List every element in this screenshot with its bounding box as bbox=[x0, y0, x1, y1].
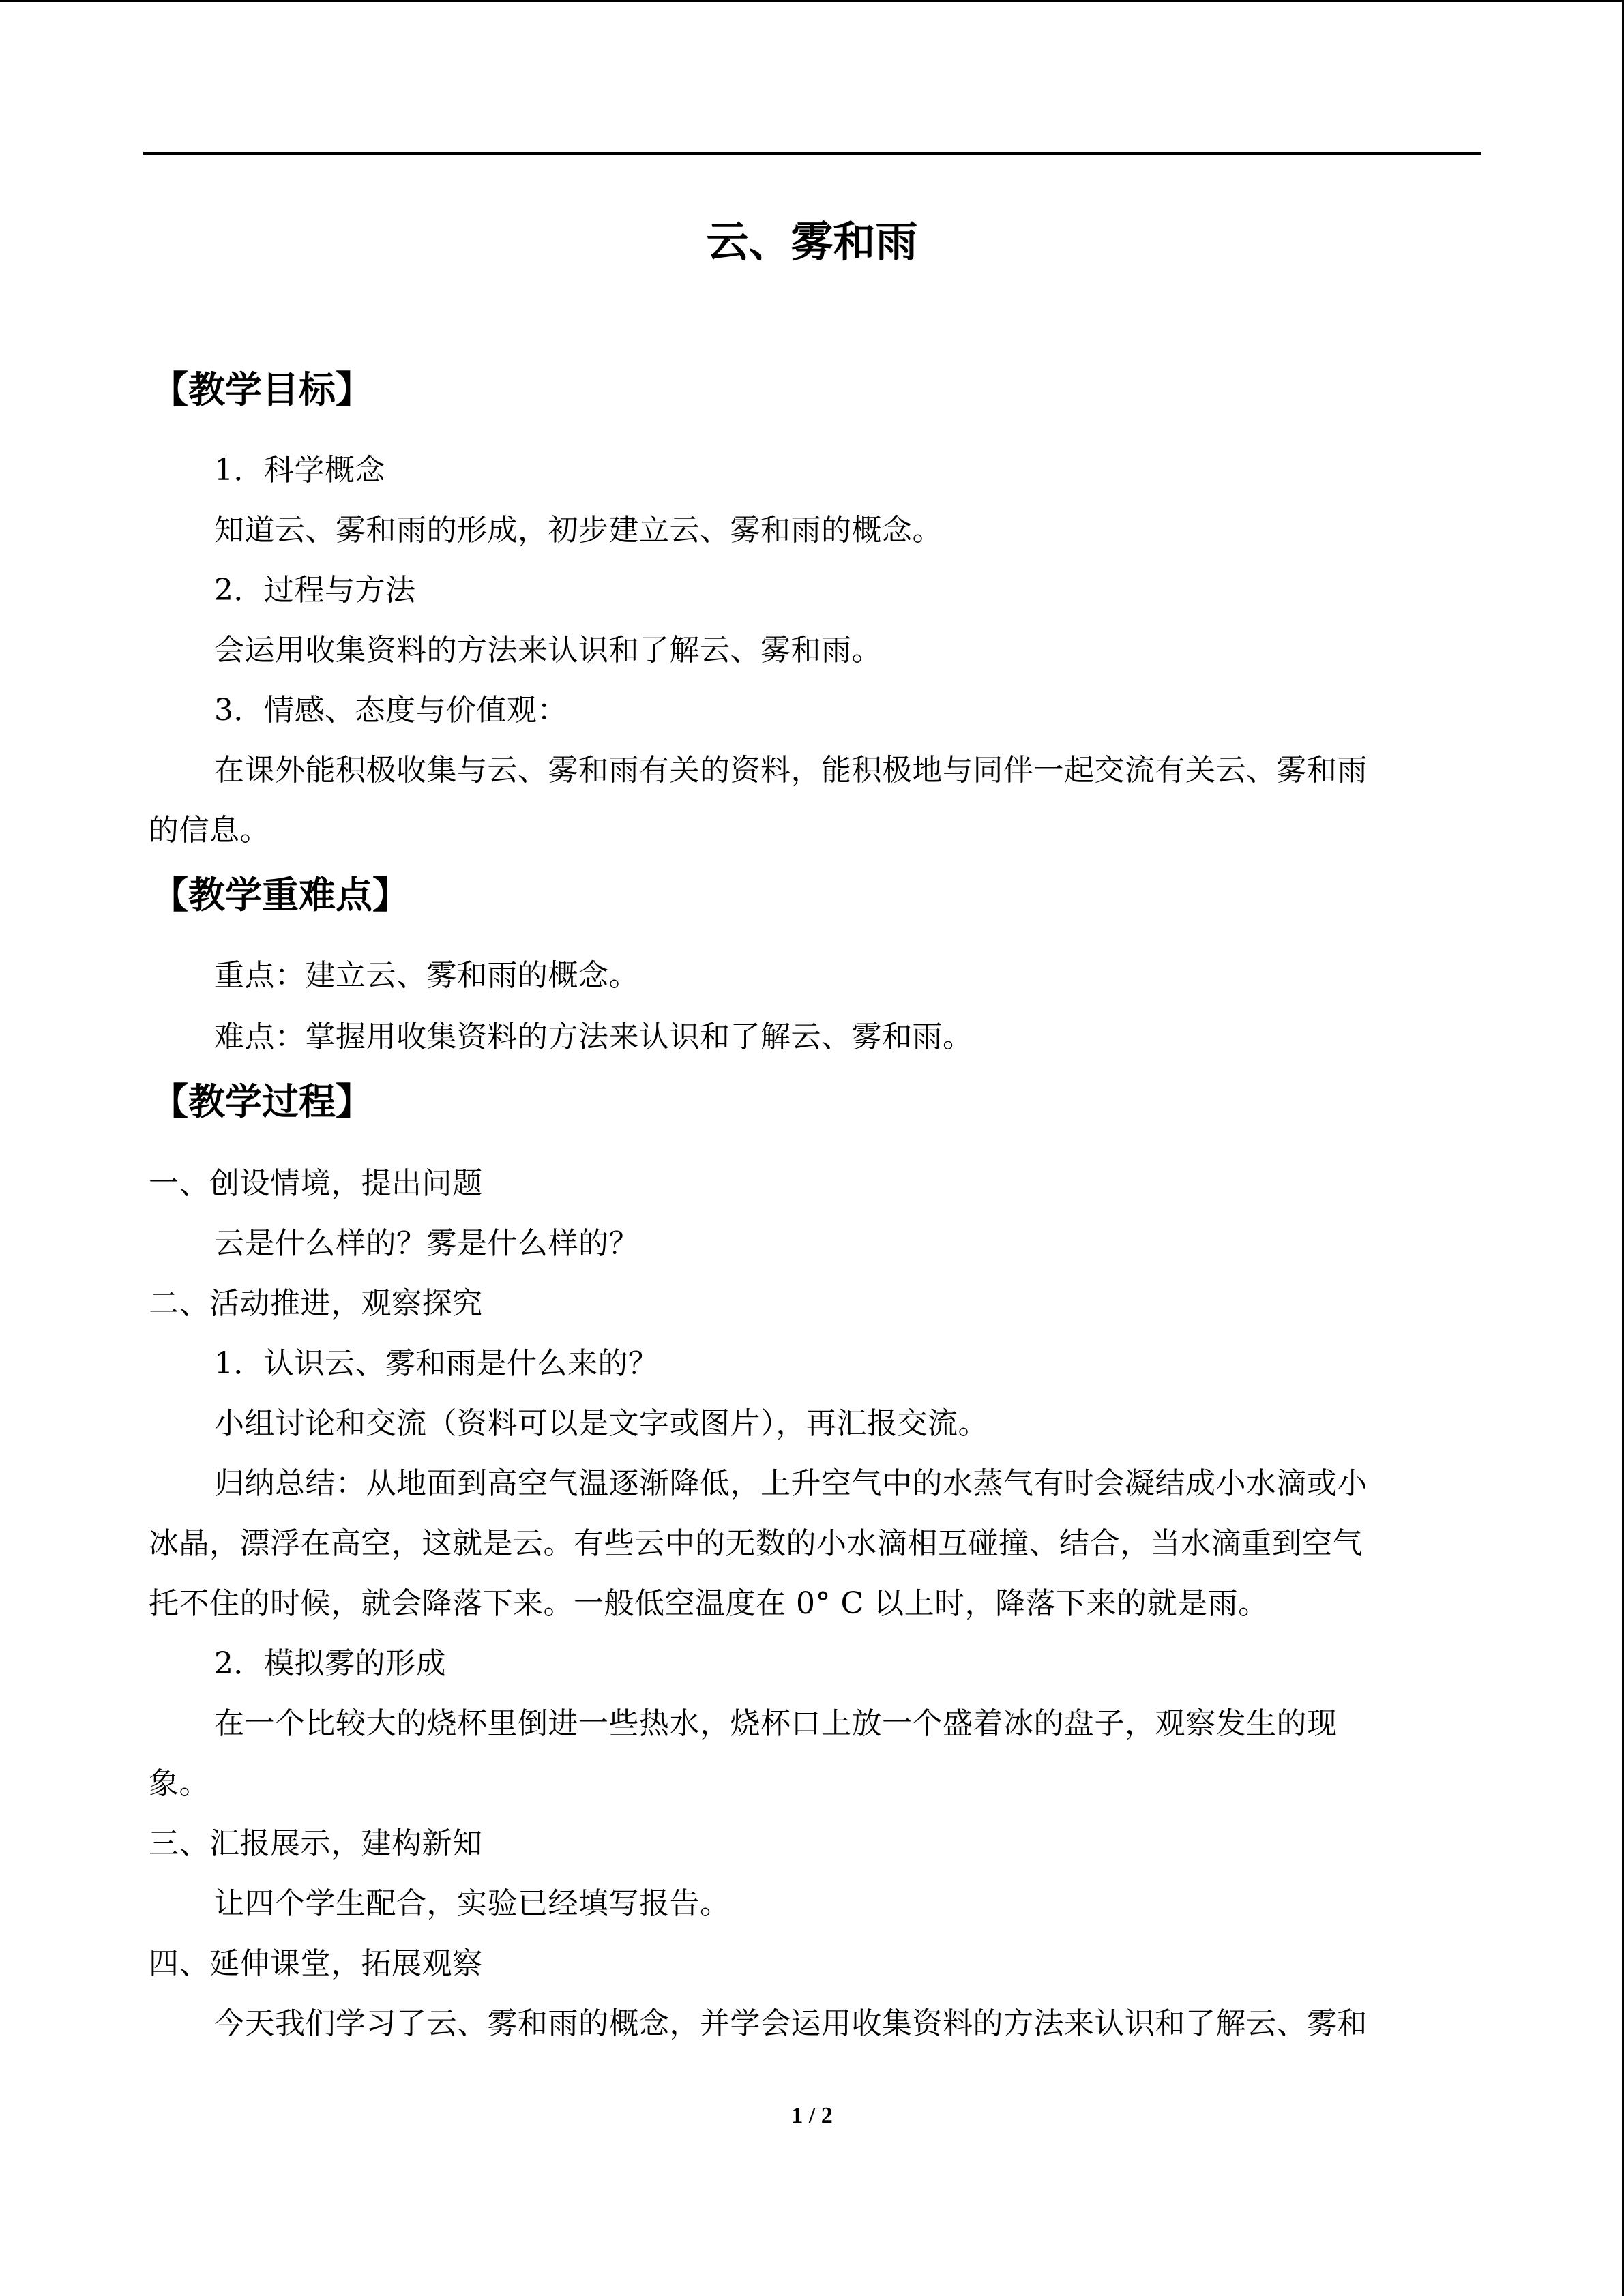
key-point: 重点：建立云、雾和雨的概念。 bbox=[214, 958, 639, 993]
process-step-3-text: 让四个学生配合，实验已经填写报告。 bbox=[214, 1886, 730, 1921]
process-step-2-sub-2-label: 2．模拟雾的形成 bbox=[214, 1646, 446, 1681]
process-step-2-sub-1-label: 1．认识云、雾和雨是什么来的？ bbox=[214, 1346, 659, 1381]
process-step-4-title: 四、延伸课堂，拓展观察 bbox=[149, 1946, 483, 1981]
objective-1-label: 1．科学概念 bbox=[214, 453, 385, 488]
process-step-2-sub-1-text: 小组讨论和交流（资料可以是文字或图片），再汇报交流。 bbox=[214, 1406, 988, 1441]
objective-2-text: 会运用收集资料的方法来认识和了解云、雾和雨。 bbox=[214, 633, 882, 668]
process-step-1-title: 一、创设情境，提出问题 bbox=[149, 1166, 483, 1201]
process-step-2-title: 二、活动推进，观察探究 bbox=[149, 1286, 483, 1321]
process-summary-line-1: 归纳总结：从地面到高空气温逐渐降低，上升空气中的水蒸气有时会凝结成小水滴或小 bbox=[214, 1466, 1368, 1501]
section-heading-process: 【教学过程】 bbox=[151, 1080, 372, 1123]
process-summary-line-2: 冰晶，漂浮在高空，这就是云。有些云中的无数的小水滴相互碰撞、结合，当水滴重到空气 bbox=[149, 1526, 1363, 1561]
process-summary-line-3: 托不住的时候，就会降落下来。一般低空温度在 0° C 以上时，降落下来的就是雨。 bbox=[149, 1586, 1269, 1621]
section-heading-objectives: 【教学目标】 bbox=[151, 368, 372, 411]
process-step-1-text: 云是什么样的？雾是什么样的？ bbox=[214, 1226, 639, 1261]
process-step-4-text: 今天我们学习了云、雾和雨的概念，并学会运用收集资料的方法来认识和了解云、雾和 bbox=[214, 2006, 1368, 2041]
objective-3-text: 在课外能积极收集与云、雾和雨有关的资料，能积极地与同伴一起交流有关云、雾和雨 bbox=[214, 753, 1368, 788]
process-experiment-line-2: 象。 bbox=[149, 1766, 209, 1801]
objective-2-label: 2．过程与方法 bbox=[214, 573, 416, 608]
difficult-point: 难点：掌握用收集资料的方法来认识和了解云、雾和雨。 bbox=[214, 1019, 973, 1054]
section-heading-key-points: 【教学重难点】 bbox=[151, 874, 409, 916]
document-title: 云、雾和雨 bbox=[706, 217, 918, 267]
page-indicator: 1 / 2 bbox=[791, 2103, 833, 2128]
objective-1-text: 知道云、雾和雨的形成，初步建立云、雾和雨的概念。 bbox=[214, 513, 943, 548]
objective-3-text-continued: 的信息。 bbox=[149, 813, 270, 848]
header-rule bbox=[143, 152, 1481, 155]
objective-3-label: 3．情感、态度与价值观： bbox=[214, 693, 567, 728]
process-step-3-title: 三、汇报展示，建构新知 bbox=[149, 1826, 483, 1861]
process-experiment-line-1: 在一个比较大的烧杯里倒进一些热水，烧杯口上放一个盛着冰的盘子，观察发生的现 bbox=[214, 1706, 1338, 1741]
